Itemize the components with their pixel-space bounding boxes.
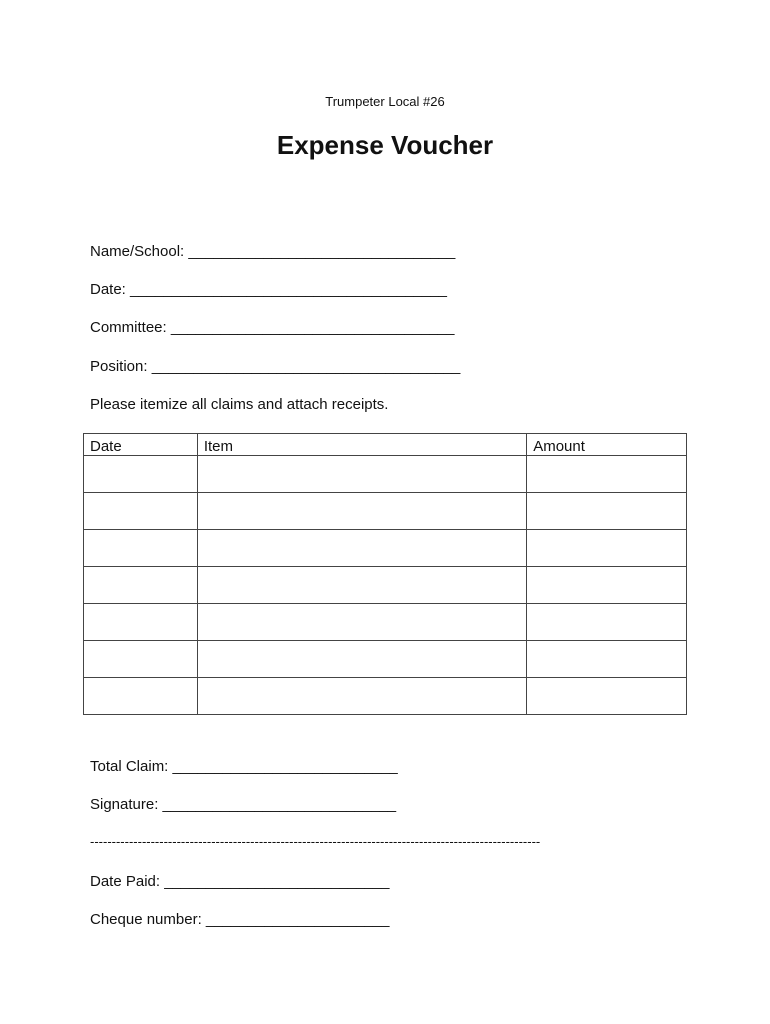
amount-cell[interactable]: [527, 641, 687, 678]
date-cell[interactable]: [84, 604, 198, 641]
date-field[interactable]: Date: ______________________________________: [90, 281, 448, 298]
column-header-amount: Amount: [527, 434, 687, 456]
separator-line: --------------------------------------------------------------------------------------------------------: [90, 834, 541, 849]
item-cell[interactable]: [197, 456, 526, 493]
date-cell[interactable]: [84, 641, 198, 678]
signature-field[interactable]: Signature: ____________________________: [90, 796, 397, 813]
date-cell[interactable]: [84, 456, 198, 493]
column-header-date: Date: [84, 434, 198, 456]
table-row: [84, 678, 687, 715]
date-cell[interactable]: [84, 493, 198, 530]
name-school-field[interactable]: Name/School: ________________________________: [90, 243, 456, 260]
table-row: [84, 641, 687, 678]
item-cell[interactable]: [197, 530, 526, 567]
date-cell[interactable]: [84, 530, 198, 567]
column-header-item: Item: [197, 434, 526, 456]
table-row: [84, 530, 687, 567]
amount-cell[interactable]: [527, 567, 687, 604]
date-cell[interactable]: [84, 567, 198, 604]
instructions-text: Please itemize all claims and attach receipts.: [90, 396, 389, 413]
table-row: [84, 604, 687, 641]
table-row: [84, 567, 687, 604]
item-cell[interactable]: [197, 493, 526, 530]
cheque-number-field[interactable]: Cheque number: ______________________: [90, 911, 390, 928]
amount-cell[interactable]: [527, 604, 687, 641]
amount-cell[interactable]: [527, 493, 687, 530]
expense-items-table: [83, 433, 687, 715]
table-row: [84, 493, 687, 530]
item-cell[interactable]: [197, 641, 526, 678]
total-claim-field[interactable]: Total Claim: ___________________________: [90, 758, 398, 775]
position-field[interactable]: Position: _____________________________________: [90, 358, 461, 375]
page-title: Expense Voucher: [276, 130, 494, 160]
item-cell[interactable]: [197, 604, 526, 641]
item-cell[interactable]: [197, 678, 526, 715]
committee-field[interactable]: Committee: __________________________________: [90, 319, 455, 336]
amount-cell[interactable]: [527, 530, 687, 567]
amount-cell[interactable]: [527, 456, 687, 493]
date-paid-field[interactable]: Date Paid: ___________________________: [90, 873, 390, 890]
date-cell[interactable]: [84, 678, 198, 715]
table-header-row: [84, 434, 687, 456]
item-cell[interactable]: [197, 567, 526, 604]
amount-cell[interactable]: [527, 678, 687, 715]
table-row: [84, 456, 687, 493]
organization-name: Trumpeter Local #26: [325, 94, 445, 109]
